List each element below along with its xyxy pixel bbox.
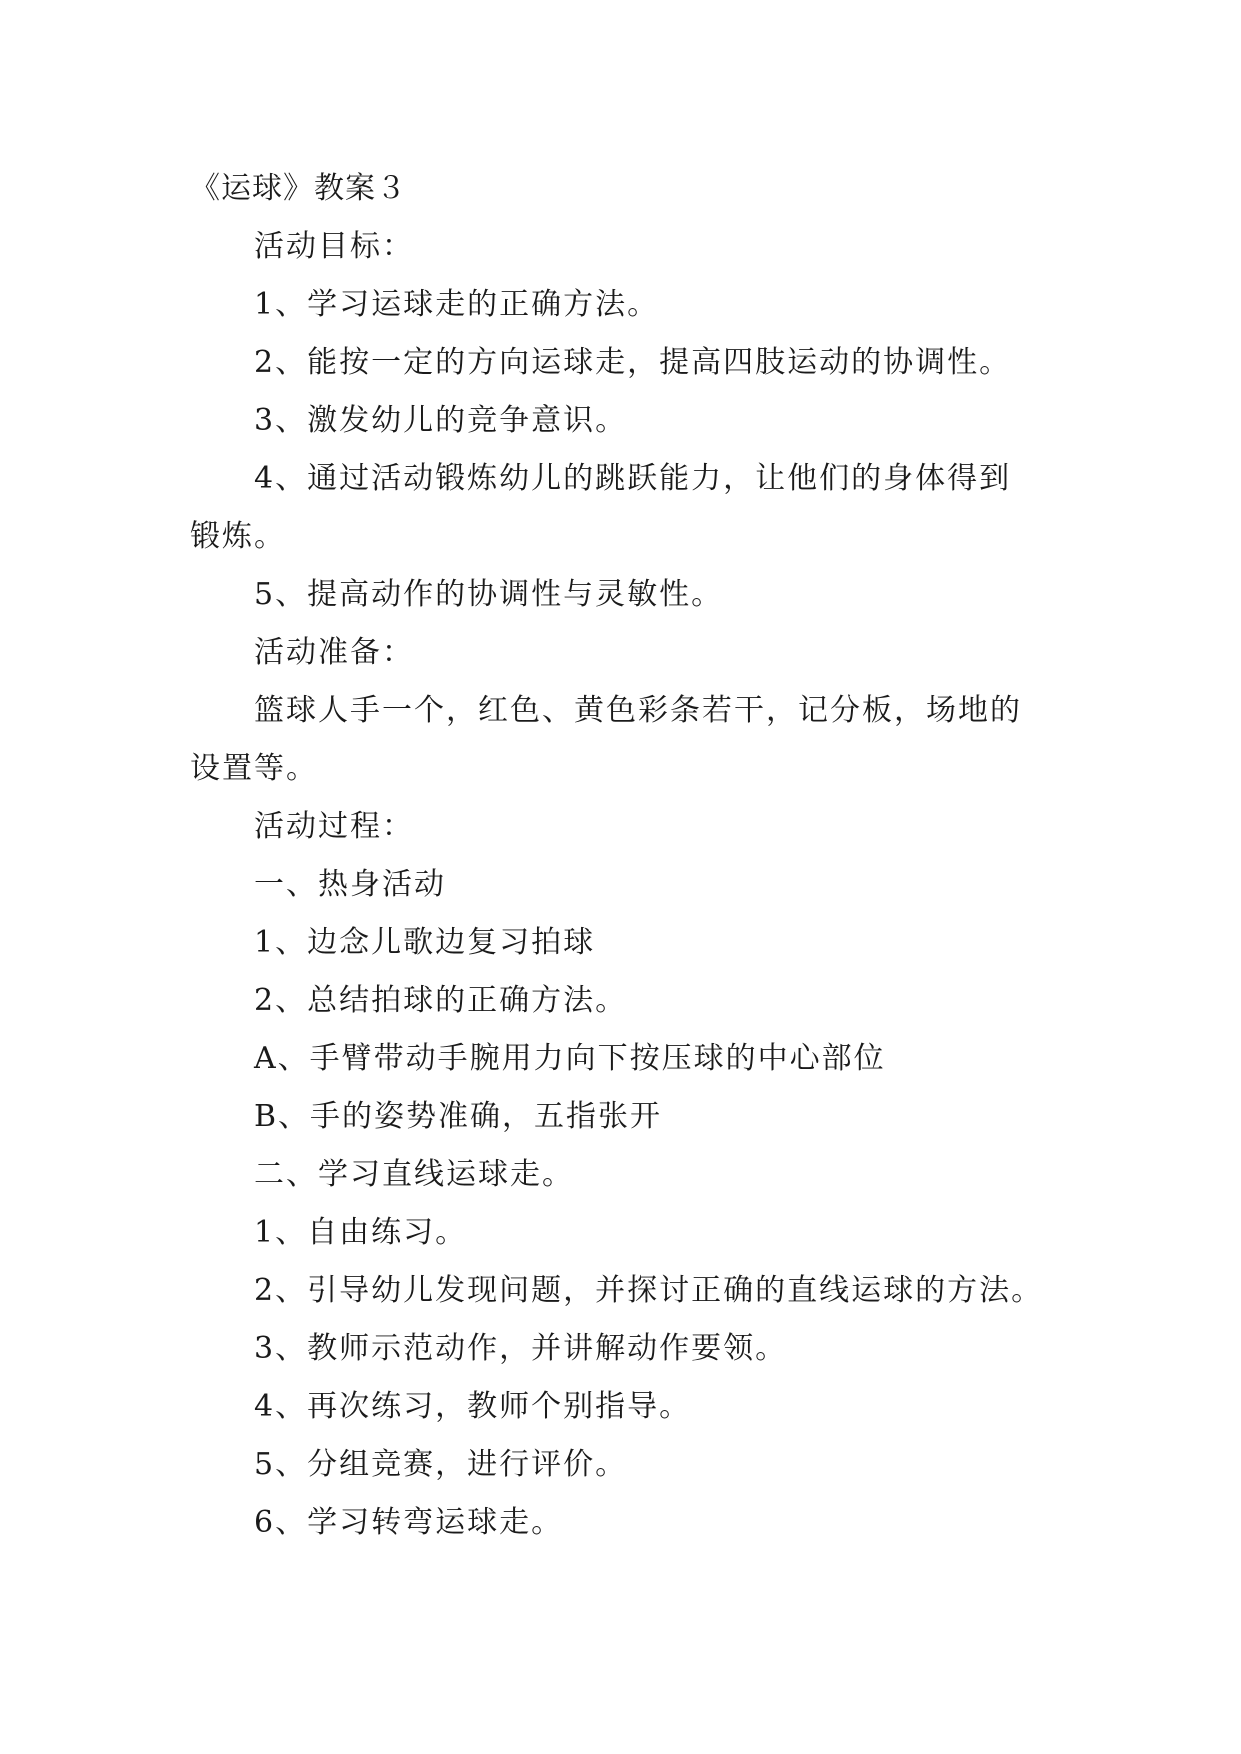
process-step: 1、边念儿歌边复习拍球: [254, 925, 596, 960]
objectives-heading: 活动目标：: [254, 229, 414, 264]
preparation-text-continuation: 设置等。: [190, 751, 318, 786]
document-title: 《运球》教案３: [190, 171, 407, 206]
process-section-heading: 二、学习直线运球走。: [254, 1157, 574, 1192]
process-step: B、手的姿势准确，五指张开: [254, 1099, 663, 1134]
objective-item-continuation: 锻炼。: [190, 519, 286, 554]
process-step: 5、分组竞赛，进行评价。: [254, 1447, 628, 1482]
process-step: A、手臂带动手腕用力向下按压球的中心部位: [254, 1041, 886, 1076]
process-heading: 活动过程：: [254, 809, 414, 844]
objective-item: 5、提高动作的协调性与灵敏性。: [254, 577, 724, 612]
process-step: 2、引导幼儿发现问题，并探讨正确的直线运球的方法。: [254, 1273, 1044, 1308]
preparation-text: 篮球人手一个，红色、黄色彩条若干，记分板，场地的: [254, 693, 1022, 728]
process-step: 2、总结拍球的正确方法。: [254, 983, 628, 1018]
objective-item: 3、激发幼儿的竞争意识。: [254, 403, 628, 438]
document-body: [190, 160, 1050, 1552]
objective-item: 4、通过活动锻炼幼儿的跳跃能力，让他们的身体得到: [254, 461, 1012, 496]
objective-item: 1、学习运球走的正确方法。: [254, 287, 660, 322]
process-step: 3、教师示范动作，并讲解动作要领。: [254, 1331, 788, 1366]
objective-item: 2、能按一定的方向运球走，提高四肢运动的协调性。: [254, 345, 1012, 380]
process-section-heading: 一、热身活动: [254, 867, 446, 902]
process-step: 1、自由练习。: [254, 1215, 468, 1250]
process-step: 6、学习转弯运球走。: [254, 1505, 564, 1540]
process-step: 4、再次练习，教师个别指导。: [254, 1389, 692, 1424]
preparation-heading: 活动准备：: [254, 635, 414, 670]
